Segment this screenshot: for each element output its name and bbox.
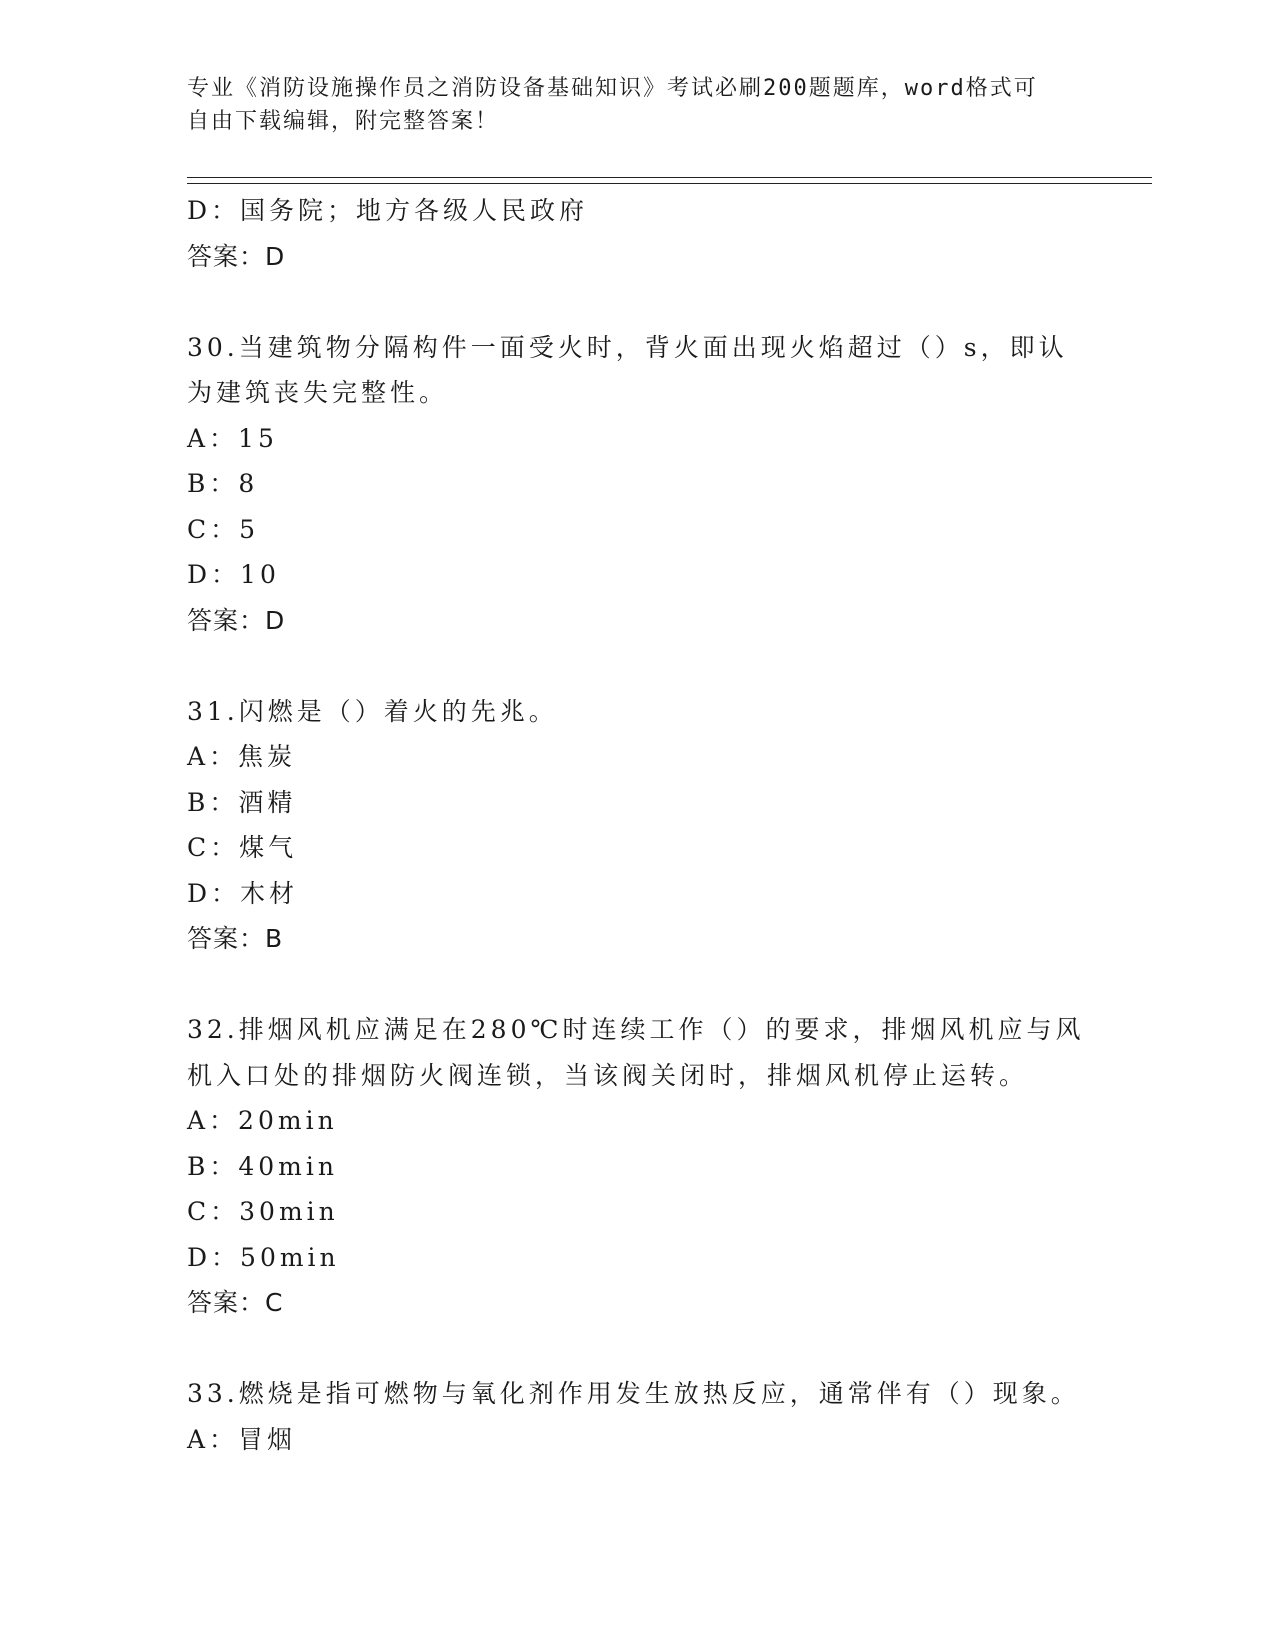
answer: 答案：B bbox=[187, 924, 284, 953]
option-a: A：焦炭 bbox=[187, 742, 297, 771]
header-line-2: 自由下载编辑，附完整答案！ bbox=[187, 109, 500, 134]
option-b: B：酒精 bbox=[187, 787, 297, 817]
option-a: A：20min bbox=[187, 1106, 338, 1135]
header-line-1: 专业《消防设施操作员之消防设备基础知识》考试必刷200题题库，word格式可 bbox=[187, 76, 1038, 101]
spacer bbox=[187, 1326, 1067, 1372]
option-b: B：8 bbox=[187, 469, 259, 498]
option-d: D：木材 bbox=[187, 878, 299, 908]
question-30 bbox=[187, 325, 1067, 644]
question-29-tail bbox=[187, 188, 1067, 279]
question-stem: 31.闪燃是（）着火的先兆。 bbox=[187, 696, 558, 726]
question-32 bbox=[187, 1007, 1085, 1326]
option-b: B：40min bbox=[187, 1151, 338, 1181]
spacer bbox=[187, 962, 1067, 1008]
page-header bbox=[187, 72, 1067, 138]
question-31 bbox=[187, 689, 1067, 962]
question-stem-continued: 机入口处的排烟防火阀连锁，当该阀关闭时，排烟风机停止运转。 bbox=[187, 1060, 1029, 1090]
answer: 答案：D bbox=[187, 241, 286, 271]
option-c: C：煤气 bbox=[187, 833, 298, 862]
answer: 答案：C bbox=[187, 1288, 284, 1317]
option-d: D：国务院；地方各级人民政府 bbox=[187, 196, 589, 225]
question-stem: 33.燃烧是指可燃物与氧化剂作用发生放热反应，通常伴有（）现象。 bbox=[187, 1379, 1080, 1408]
spacer bbox=[187, 279, 1067, 325]
answer: 答案：D bbox=[187, 605, 286, 635]
question-list bbox=[187, 188, 1085, 1462]
option-d: D：10 bbox=[187, 560, 280, 589]
spacer bbox=[187, 643, 1067, 689]
question-stem: 30.当建筑物分隔构件一面受火时，背火面出现火焰超过（）s，即认 bbox=[187, 332, 1068, 362]
option-a: A：冒烟 bbox=[187, 1424, 297, 1454]
header-divider bbox=[187, 177, 1152, 184]
question-stem-continued: 为建筑丧失完整性。 bbox=[187, 378, 449, 407]
option-a: A：15 bbox=[187, 423, 278, 453]
option-c: C：30min bbox=[187, 1197, 339, 1226]
question-33 bbox=[187, 1371, 1080, 1462]
question-stem: 32.排烟风机应满足在280℃时连续工作（）的要求，排烟风机应与风 bbox=[187, 1015, 1085, 1044]
option-d: D：50min bbox=[187, 1242, 340, 1272]
option-c: C：5 bbox=[187, 514, 260, 544]
